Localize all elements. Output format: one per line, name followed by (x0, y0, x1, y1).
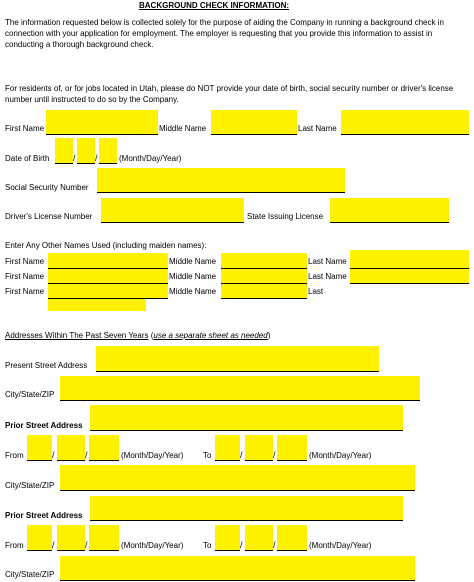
date-format-hint: (Month/Day/Year) (309, 541, 372, 550)
prior-from-month-underline (27, 550, 52, 551)
prior-address-field[interactable] (90, 405, 403, 430)
ssn-underline (97, 192, 345, 193)
first-name-underline (46, 134, 158, 135)
other-last-name-field[interactable] (350, 250, 469, 268)
license-state-underline (330, 222, 449, 223)
prior-address-underline (90, 430, 403, 431)
prior-to-month-underline (215, 550, 240, 551)
date-format-hint: (Month/Day/Year) (121, 541, 184, 550)
other-first-name-field[interactable] (48, 269, 168, 283)
other-last-name-label: Last (308, 287, 324, 296)
prior-address-label: Prior Street Address (5, 511, 83, 520)
prior-address-underline (90, 520, 403, 521)
prior-from-month-field[interactable] (27, 525, 52, 550)
middle-name-field[interactable] (211, 110, 297, 134)
prior-from-day-underline (57, 460, 85, 461)
other-middle-name-field[interactable] (221, 284, 307, 298)
license-number-label: Driver's License Number (5, 212, 93, 221)
prior-to-year-field[interactable] (277, 435, 307, 460)
present-city-underline (60, 400, 420, 401)
prior-city-field[interactable] (60, 556, 415, 580)
first-name-label: First Name (5, 124, 45, 133)
dob-month-underline (55, 163, 73, 164)
prior-to-month-field[interactable] (215, 435, 240, 460)
prior-from-day-field[interactable] (57, 525, 85, 550)
date-format-hint: (Month/Day/Year) (309, 451, 372, 460)
date-separator: / (85, 450, 88, 460)
other-middle-name-field[interactable] (221, 269, 307, 283)
middle-name-label: Middle Name (159, 124, 207, 133)
date-separator: / (85, 540, 88, 550)
dob-format-hint: (Month/Day/Year) (119, 154, 182, 163)
prior-from-label: From (5, 451, 24, 460)
other-last-name-field[interactable] (350, 269, 469, 283)
present-address-underline (96, 371, 379, 372)
prior-from-month-field[interactable] (27, 435, 52, 460)
license-state-field[interactable] (330, 198, 449, 222)
other-first-name-extra-field[interactable] (48, 299, 146, 311)
other-first-name-label: First Name (5, 272, 45, 281)
intro-paragraph: The information requested below is collected solely for the purpose of aiding the Company in running a background check in connection with your application for employment. The employer is requesting that you provide this information to assist in conducting a thorough background check. (5, 18, 444, 49)
prior-to-day-underline (245, 460, 273, 461)
prior-from-day-underline (57, 550, 85, 551)
other-first-name-field[interactable] (48, 253, 168, 268)
prior-to-day-field[interactable] (245, 525, 273, 550)
date-separator: / (52, 450, 55, 460)
dob-month-field[interactable] (55, 138, 73, 163)
prior-address-label: Prior Street Address (5, 421, 83, 430)
present-address-field[interactable] (96, 346, 379, 371)
prior-from-day-field[interactable] (57, 435, 85, 460)
prior-to-month-field[interactable] (215, 525, 240, 550)
last-name-underline (341, 134, 469, 135)
last-name-field[interactable] (341, 110, 469, 134)
other-last-name-label: Last Name (308, 272, 347, 281)
present-city-label: City/State/ZIP (5, 390, 55, 399)
other-first-name-field[interactable] (48, 284, 168, 298)
prior-city-underline (60, 490, 415, 491)
dob-day-field[interactable] (77, 138, 95, 163)
date-separator: / (240, 540, 243, 550)
other-first-name-label: First Name (5, 287, 45, 296)
prior-to-month-underline (215, 460, 240, 461)
addresses-note-open: ( (148, 331, 154, 340)
addresses-note-close: ) (267, 331, 271, 340)
dob-year-field[interactable] (99, 138, 117, 163)
prior-to-day-field[interactable] (245, 435, 273, 460)
utah-notice: For residents of, or for jobs located in Utah, please do NOT provide your date of birth, social security number or driver's license number until instructed to do so by the Company. (5, 84, 454, 104)
form-title: BACKGROUND CHECK INFORMATION: (139, 1, 290, 10)
dob-day-underline (77, 163, 95, 164)
license-number-field[interactable] (101, 198, 244, 222)
present-city-field[interactable] (60, 376, 420, 400)
last-name-label: Last Name (298, 124, 337, 133)
prior-from-label: From (5, 541, 24, 550)
other-middle-name-label: Middle Name (169, 287, 217, 296)
date-separator: / (240, 450, 243, 460)
ssn-label: Social Security Number (5, 183, 89, 192)
prior-to-label: To (203, 451, 212, 460)
other-middle-name-label: Middle Name (169, 257, 217, 266)
dob-label: Date of Birth (5, 154, 50, 163)
prior-city-label: City/State/ZIP (5, 570, 55, 579)
date-separator: / (52, 540, 55, 550)
dob-year-underline (99, 163, 117, 164)
date-separator: / (273, 450, 276, 460)
prior-to-label: To (203, 541, 212, 550)
ssn-field[interactable] (97, 168, 345, 192)
other-middle-name-label: Middle Name (169, 272, 217, 281)
other-last-name-label: Last Name (308, 257, 347, 266)
other-middle-name-underline (221, 298, 307, 299)
date-separator: / (273, 540, 276, 550)
prior-to-year-field[interactable] (277, 525, 307, 550)
other-middle-name-field[interactable] (221, 253, 307, 268)
other-last-name-underline (350, 283, 469, 284)
addresses-heading-note: use a separate sheet as needed (153, 331, 268, 340)
prior-city-underline (60, 580, 415, 581)
prior-from-year-field[interactable] (89, 435, 119, 460)
prior-address-field[interactable] (90, 496, 403, 520)
present-address-label: Present Street Address (5, 361, 88, 370)
prior-from-year-underline (89, 550, 119, 551)
middle-name-underline (211, 134, 297, 135)
prior-to-year-underline (277, 550, 307, 551)
dob-separator: / (95, 153, 98, 163)
prior-from-month-underline (27, 460, 52, 461)
license-number-underline (101, 222, 244, 223)
prior-from-year-field[interactable] (89, 525, 119, 550)
other-first-name-label: First Name (5, 257, 45, 266)
date-format-hint: (Month/Day/Year) (121, 451, 184, 460)
prior-city-field[interactable] (60, 465, 415, 490)
prior-from-year-underline (89, 460, 119, 461)
prior-to-year-underline (277, 460, 307, 461)
addresses-heading (5, 332, 270, 340)
addresses-heading-text: Addresses Within The Past Seven Years (5, 331, 149, 340)
prior-city-label: City/State/ZIP (5, 481, 55, 490)
dob-separator: / (73, 153, 76, 163)
prior-to-day-underline (245, 550, 273, 551)
other-names-heading: Enter Any Other Names Used (including maiden names): (5, 241, 207, 250)
license-state-label: State Issuing License (247, 212, 324, 221)
first-name-field[interactable] (46, 110, 158, 134)
